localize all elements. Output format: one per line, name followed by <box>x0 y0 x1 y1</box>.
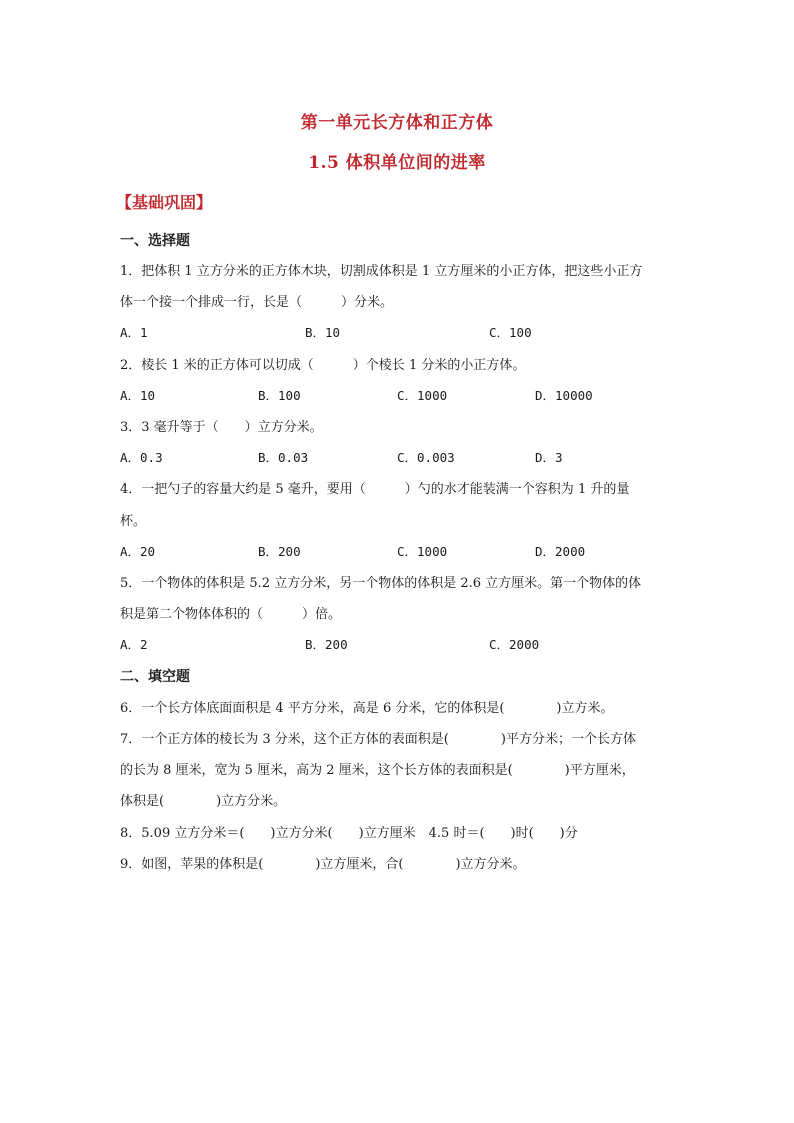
question-4-option-d: D．2000 <box>535 544 586 559</box>
question-2-option-d: D．10000 <box>535 388 593 403</box>
question-5-option-a: A．2 <box>120 637 148 652</box>
part1-heading: 一、选择题 <box>120 233 190 249</box>
question-5-line-1: 5．一个物体的体积是 5.2 立方分米，另一个物体的体积是 2.6 立方厘米。第一个物体的体 <box>120 576 642 591</box>
question-4-option-c: C．1000 <box>397 544 448 559</box>
question-7-line-3: 体积是( )立方分米。 <box>120 794 287 809</box>
question-5-option-b: B．200 <box>305 637 348 652</box>
question-4-option-b: B．200 <box>258 544 301 559</box>
question-3-option-d: D．3 <box>535 450 563 465</box>
question-7-line-1: 7．一个正方体的棱长为 3 分米，这个正方体的表面积是( )平方分米；一个长方体 <box>120 732 636 747</box>
question-4-line-1: 4．一把勺子的容量大约是 5 毫升，要用（ ）勺的水才能装满一个容积为 1 升的量 <box>120 482 630 497</box>
question-7-line-2: 的长为 8 厘米，宽为 5 厘米，高为 2 厘米，这个长方体的表面积是( )平方厘米， <box>120 763 635 778</box>
question-1-line-1: 1．把体积 1 立方分米的正方体木块，切割成体积是 1 立方厘米的小正方体，把这些小正方 <box>120 264 643 279</box>
question-5-option-c: C．2000 <box>489 637 540 652</box>
question-4-option-a: A．20 <box>120 544 156 559</box>
question-3-option-a: A．0.3 <box>120 450 163 465</box>
question-9: 9．如图，苹果的体积是( )立方厘米，合( )立方分米。 <box>120 857 526 872</box>
question-1-option-a: A．1 <box>120 325 148 340</box>
question-2-option-c: C．1000 <box>397 388 448 403</box>
question-4-line-2: 杯。 <box>120 514 147 529</box>
question-5-line-2: 积是第二个物体体积的（ ）倍。 <box>120 607 342 622</box>
question-1-option-b: B．10 <box>305 325 341 340</box>
question-2-option-a: A．10 <box>120 388 156 403</box>
part2-heading: 二、填空题 <box>120 669 190 685</box>
question-6: 6．一个长方体底面面积是 4 平方分米，高是 6 分米，它的体积是( )立方米。 <box>120 701 614 716</box>
question-8: 8．5.09 立方分米＝( )立方分米( )立方厘米 4.5 时＝( )时( )分 <box>120 826 578 841</box>
question-2-option-b: B．100 <box>258 388 301 403</box>
question-1-option-c: C．100 <box>489 325 532 340</box>
section-tag: 【基础巩固】 <box>116 193 213 212</box>
question-3-option-c: C．0.003 <box>397 450 455 465</box>
page-subtitle: 1.5 体积单位间的进率 <box>308 153 486 173</box>
question-3-line-1: 3．3 毫升等于（ ）立方分米。 <box>120 420 323 435</box>
page-title: 第一单元长方体和正方体 <box>300 113 494 133</box>
question-1-line-2: 体一个接一个排成一行，长是（ ）分米。 <box>120 295 394 310</box>
question-3-option-b: B．0.03 <box>258 450 309 465</box>
question-2-line-1: 2．棱长 1 米的正方体可以切成（ ）个棱长 1 分米的小正方体。 <box>120 358 526 373</box>
